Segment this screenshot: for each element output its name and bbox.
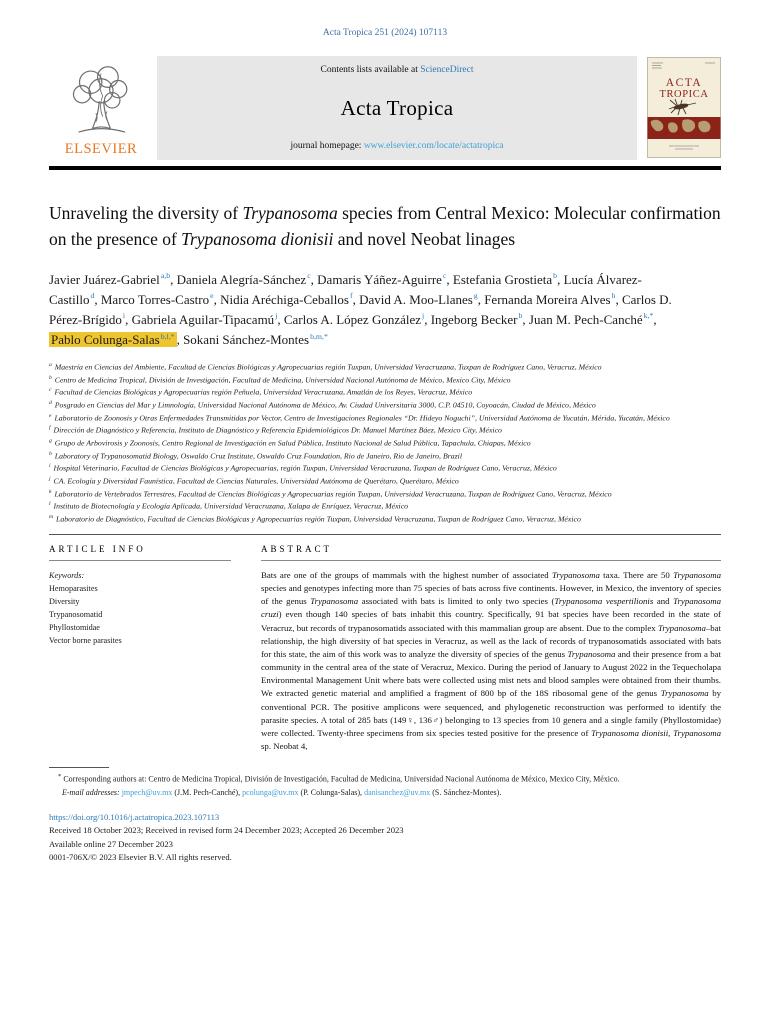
author [220, 292, 353, 307]
author-affiliation-sup: h [611, 291, 616, 301]
journal-homepage-link[interactable]: www.elsevier.com/locate/actatropica [363, 141, 504, 151]
doi-link[interactable]: https://doi.org/10.1016/j.actatropica.2023.107113 [49, 812, 220, 823]
author [183, 332, 328, 347]
email-link[interactable]: pcolunga@uv.mx [242, 788, 299, 798]
keyword: Phyllostomidae [49, 623, 100, 633]
affiliation: $^h$ Laboratory of Trypanosomatid Biology, Oswaldo Cruz Institute, Oswaldo Cruz Foundation, Rio de Janeiro, Rio de Janeiro, Brazil [49, 450, 463, 461]
author-affiliation-sup: j [422, 311, 425, 321]
abstract-seg-text: Bats are one of the groups of mammals with the highest number of associated [261, 569, 552, 580]
author-name: Gabriela Aguilar-Tipacamú [131, 311, 275, 327]
affiliation: $^i$ Hospital Veterinario, Facultad de Ciencias Biológicas y Agropecuarias, región Tuxpan, Universidad Veracruzana, Tuxpan de Rodríguez Cano, Veracruz, México [49, 463, 557, 474]
email-label: E-mail addresses: [62, 788, 120, 798]
author-affiliation-sup: a,b [160, 271, 171, 281]
author-separator: , [310, 271, 318, 287]
author-name: Ingeborg Becker [430, 311, 518, 327]
homepage-label: journal homepage: [290, 141, 364, 151]
email-link[interactable]: danisanchez@uv.mx [364, 788, 431, 798]
abstract-seg-text: and their presence from a bat community in the central area of the state of Veracruz, Mexico. During the period of January to August 2022 in the Tequecholapa Environmental Management Unit where bats were collected using mist nets and blood samples were obtained from their thumbs. We extracted genetic material and amplified a fragment of 800 bp of the 18S ribosomal gene of the genus [261, 648, 721, 699]
elsevier-wordmark: ELSEVIER [64, 141, 138, 157]
author-affiliation-sup: f [349, 291, 353, 301]
journal-cover-thumbnail [647, 56, 721, 160]
email-links [122, 788, 502, 797]
section-divider [49, 534, 721, 535]
author-separator: , [615, 291, 622, 307]
author-separator: , [352, 291, 360, 307]
author-separator: , [170, 271, 177, 287]
journal-header-band [49, 56, 721, 160]
affiliation: $^b$ Centro de Medicina Tropical, División de Investigación, Facultad de Medicina, Universidad Nacional Autónoma de México, Mexico City, México [49, 374, 511, 385]
author-name: Daniela Alegría-Sánchez [176, 271, 307, 287]
abstract-seg-italic: Trypanosoma [310, 596, 359, 607]
author-affiliation-sup: b [553, 271, 558, 281]
author-affiliation-sup: d [90, 291, 95, 301]
affiliation: $^e$ Laboratorio de Zoonosis y Otras Enfermedades Transmitidas por Vector, Centro de Investigaciones Regionales “Dr. Hideyo Noguchi”, Universidad Autónoma de Yucatán, Mérida, Yucatán, México [49, 412, 670, 423]
journal-citation: Acta Tropica 251 (2024) 107113 [322, 28, 448, 38]
author-separator: , [94, 291, 101, 307]
email-owner: (J.M. Pech-Canché), [172, 788, 241, 798]
author-affiliation-sup: c [307, 271, 311, 281]
affiliation: $^d$ Posgrado en Ciencias del Mar y Limnología, Universidad Nacional Autónoma de México, Av. Ciudad Universitaria 3000, C.P. 04510, Coyoacán, Ciudad de México, México [49, 400, 596, 410]
svg-text:ACTA: ACTA [665, 77, 703, 89]
title-seg-italic: Trypanosoma dionisii [181, 229, 334, 250]
author [284, 312, 424, 327]
abstract-seg-italic: Trypanosoma [657, 622, 706, 633]
article-info-column [49, 544, 231, 754]
title-seg-text: Unraveling the diversity of [49, 203, 243, 223]
author-affiliation-sup: i [122, 311, 126, 321]
abstract-rule [261, 560, 721, 561]
affiliation: $^j$ CA. Ecología y Diversidad Faunística, Facultad de Ciencias Naturales, Universidad Autónoma de Querétaro, Querétaro, México [49, 476, 459, 486]
author-name: Marco Torres-Castro [100, 291, 210, 307]
author-name: Nidia Aréchiga-Ceballos [220, 291, 349, 307]
author-affiliation-sup: c [442, 271, 447, 281]
author [177, 272, 311, 287]
author-separator: , [176, 331, 184, 347]
author [49, 272, 170, 287]
author-name: Carlos A. López González [283, 311, 422, 327]
header-divider [49, 166, 721, 170]
abstract-seg-italic: Trypanosoma [551, 569, 600, 580]
author-affiliation-sup: b,m,* [310, 331, 328, 341]
keywords-label: Keywords: [49, 570, 85, 580]
corresponding-note [49, 772, 721, 786]
title-seg-text: and novel Neobat linages [333, 229, 516, 250]
affiliation: $^l$ Instituto de Biotecnología y Ecología Aplicada, Universidad Veracruzana, Xalapa de Enríquez, Veracruz, México [49, 501, 409, 512]
keyword: Hemoparasites [49, 583, 98, 593]
author-affiliation-sup: k,* [643, 311, 654, 321]
contents-line [320, 65, 473, 75]
footnote-block [49, 767, 721, 799]
journal-title: Acta Tropica [340, 95, 454, 120]
abstract-seg-italic: Trypanosoma [673, 569, 721, 580]
affiliation: $^g$ Grupo de Arbovirosis y Zoonosis, Centro Regional de Investigación en Salud Pública, Instituto Nacional de Salud Pública, Tapachula, Chiapas, México [49, 438, 531, 448]
contents-prefix: Contents lists available at [320, 65, 421, 75]
journal-cover-icon [647, 57, 721, 159]
email-link[interactable]: jmpech@uv.mx [121, 788, 173, 798]
affiliation: $^a$ Maestría en Ciencias del Ambiente, Facultad de Ciencias Biológicas y Agropecuarias región Tuxpan, Universidad Veracruzana, Tuxpan de Rodríguez Cano, Veracruz, México [49, 362, 602, 372]
abstract-seg-italic: Trypanosoma vespertilionis [554, 596, 654, 607]
affiliation: $^c$ Facultad de Ciencias Biológicas y Agropecuarias región Peñuela, Universidad Veracruzana, Amatlán de los Reyes, Veracruz, México [49, 387, 473, 397]
author-name: Fernanda Moreira Alves [484, 291, 611, 307]
email-owner: (P. Colunga-Salas), [298, 788, 363, 798]
author-name: Estefania Grostieta [452, 271, 553, 287]
article-info-rule [49, 560, 231, 561]
author-separator: , [557, 271, 564, 287]
author-affiliation-sup: b [518, 311, 523, 321]
author [49, 332, 177, 347]
author-separator: , [277, 311, 284, 327]
elsevier-logo [49, 56, 153, 160]
abstract-seg-text: , [668, 728, 674, 739]
homepage-line [290, 141, 503, 151]
author [132, 312, 278, 327]
affiliation-list [49, 361, 721, 526]
available-online: Available online 27 December 2023 [49, 838, 173, 849]
abstract-text [261, 569, 721, 754]
author-separator: , [446, 271, 453, 287]
svg-text:TROPICA: TROPICA [659, 89, 709, 100]
title-seg-italic: Trypanosoma [242, 203, 338, 223]
elsevier-tree-icon [58, 61, 144, 143]
affiliation: $^k$ Laboratorio de Vertebrados Terrestres, Facultad de Ciencias Biológicas y Agropecuarias región Tuxpan, Universidad Veracruzana, Tuxpan de Rodríguez Cano, Veracruz, México [49, 488, 612, 499]
email-line [49, 787, 721, 799]
author-separator: , [653, 311, 657, 327]
author-separator: , [213, 291, 221, 307]
affiliation: $^f$ Dirección de Diagnóstico y Referencia, Instituto de Diagnóstico y Referencia Epidemiológicos Dr. Manuel Martínez Báez, Mexico City, México [49, 425, 502, 436]
article-info-heading: ARTICLE INFO [49, 543, 146, 554]
keyword-list [49, 582, 231, 648]
author [359, 292, 478, 307]
author-name: Damaris Yáñez-Aguirre [317, 271, 442, 287]
corresponding-text: Corresponding authors at: Centro de Medicina Tropical, División de Investigación, Facultad de Medicina, Universidad Nacional Autónoma de México, Mexico City, México. [63, 775, 620, 785]
title-seg-text: species from Central Mexico: Molecular confirmation on the presence of [49, 203, 721, 250]
sciencedirect-link[interactable]: ScienceDirect [420, 65, 474, 75]
author [484, 292, 615, 307]
keyword: Diversity [49, 597, 80, 607]
abstract-seg-text: and [653, 596, 674, 607]
abstract-column [261, 544, 721, 754]
abstract-seg-text: ) even though 140 species of bats inhabit this country. Specifically, 91 bat species have been recorded in the state of Veracruz, but records of trypanosomatids associated with this mammalian group are absent. Due to the complex [261, 609, 721, 633]
abstract-seg-text: –bat relationship, the high diversity of bat species in Veracruz, as well as the lack of records of trypanosomatids associated with bats for this state, the aim of this work was to analyze the diversity of species of the genus [261, 622, 721, 659]
author-list [49, 270, 721, 351]
footnote-marker: * [58, 773, 62, 781]
journal-banner [157, 56, 637, 160]
email-owner: (S. Sánchez-Montes). [430, 788, 502, 798]
keyword: Vector borne parasites [49, 636, 122, 646]
author [317, 272, 446, 287]
abstract-seg-text: by conventional PCR. The positive amplicons were sequenced, and phylogenetic reconstruction was performed to identify the parasite species. A total of 285 bats (149♀, 136♂) belonging to 13 species from 10 genera and a single family (Phyllostomidae) were collected. Twenty-three specimens from six species tested positive for the presence of [261, 688, 721, 739]
abstract-seg-text: associated with bats is limited to only two species ( [358, 596, 555, 607]
abstract-seg-italic: Trypanosoma cruzi [261, 596, 721, 620]
author-name: Carlos D. Pérez-Brígido [49, 291, 672, 327]
footnote-rule [49, 767, 109, 768]
author-affiliation-sup: e [210, 291, 214, 301]
author [529, 312, 653, 327]
author [431, 312, 523, 327]
abstract-heading: ABSTRACT [261, 543, 333, 554]
author-name: Pablo Colunga-Salas [51, 331, 160, 347]
author-affiliation-sup: b,l,* [160, 331, 175, 341]
abstract-seg-italic: Trypanosoma [567, 648, 616, 659]
abstract-seg-text: taxa. There are 50 [599, 569, 674, 580]
abstract-seg-italic: Trypanosoma dionisii [591, 728, 669, 739]
author [101, 292, 214, 307]
author [453, 272, 557, 287]
publication-footer [49, 811, 721, 864]
received-dates: Received 18 October 2023; Received in revised form 24 December 2023; Accepted 26 December 2023 [49, 825, 404, 836]
keyword: Trypanosomatid [49, 610, 103, 620]
author-affiliation-sup: j [275, 311, 278, 321]
abstract-seg-text: sp. Neobat 4, [261, 741, 308, 752]
author-separator: , [125, 311, 132, 327]
author-name: Lucía Álvarez-Castillo [49, 271, 642, 307]
abstract-seg-text: species and genotypes infecting more than 75 species of bats across five continents. However, in Mexico, the inventory of species of the genus [261, 582, 721, 607]
author-name: Sokani Sánchez-Montes [183, 331, 310, 347]
author-name: Javier Juárez-Gabriel [49, 271, 160, 287]
info-abstract-columns [49, 544, 721, 754]
author-affiliation-sup: g [473, 291, 478, 301]
affiliation: $^m$ Laboratorio de Diagnóstico, Facultad de Ciencias Biológicas y Agropecuarias región Tuxpan, Universidad Veracruzana, Tuxpan de Rodríguez Cano, Veracruz, México [49, 514, 581, 524]
author-name: David A. Moo-Llanes [359, 291, 473, 307]
author-separator: , [522, 311, 529, 327]
copyright-line: 0001-706X/© 2023 Elsevier B.V. All rights reserved. [49, 852, 232, 863]
abstract-seg-italic: Trypanosoma [673, 728, 722, 739]
article-title [49, 200, 721, 253]
abstract-seg-italic: Trypanosoma [660, 688, 709, 699]
author-separator: , [424, 311, 431, 327]
author-name: Juan M. Pech-Canché [528, 311, 643, 327]
author-separator: , [477, 291, 485, 307]
